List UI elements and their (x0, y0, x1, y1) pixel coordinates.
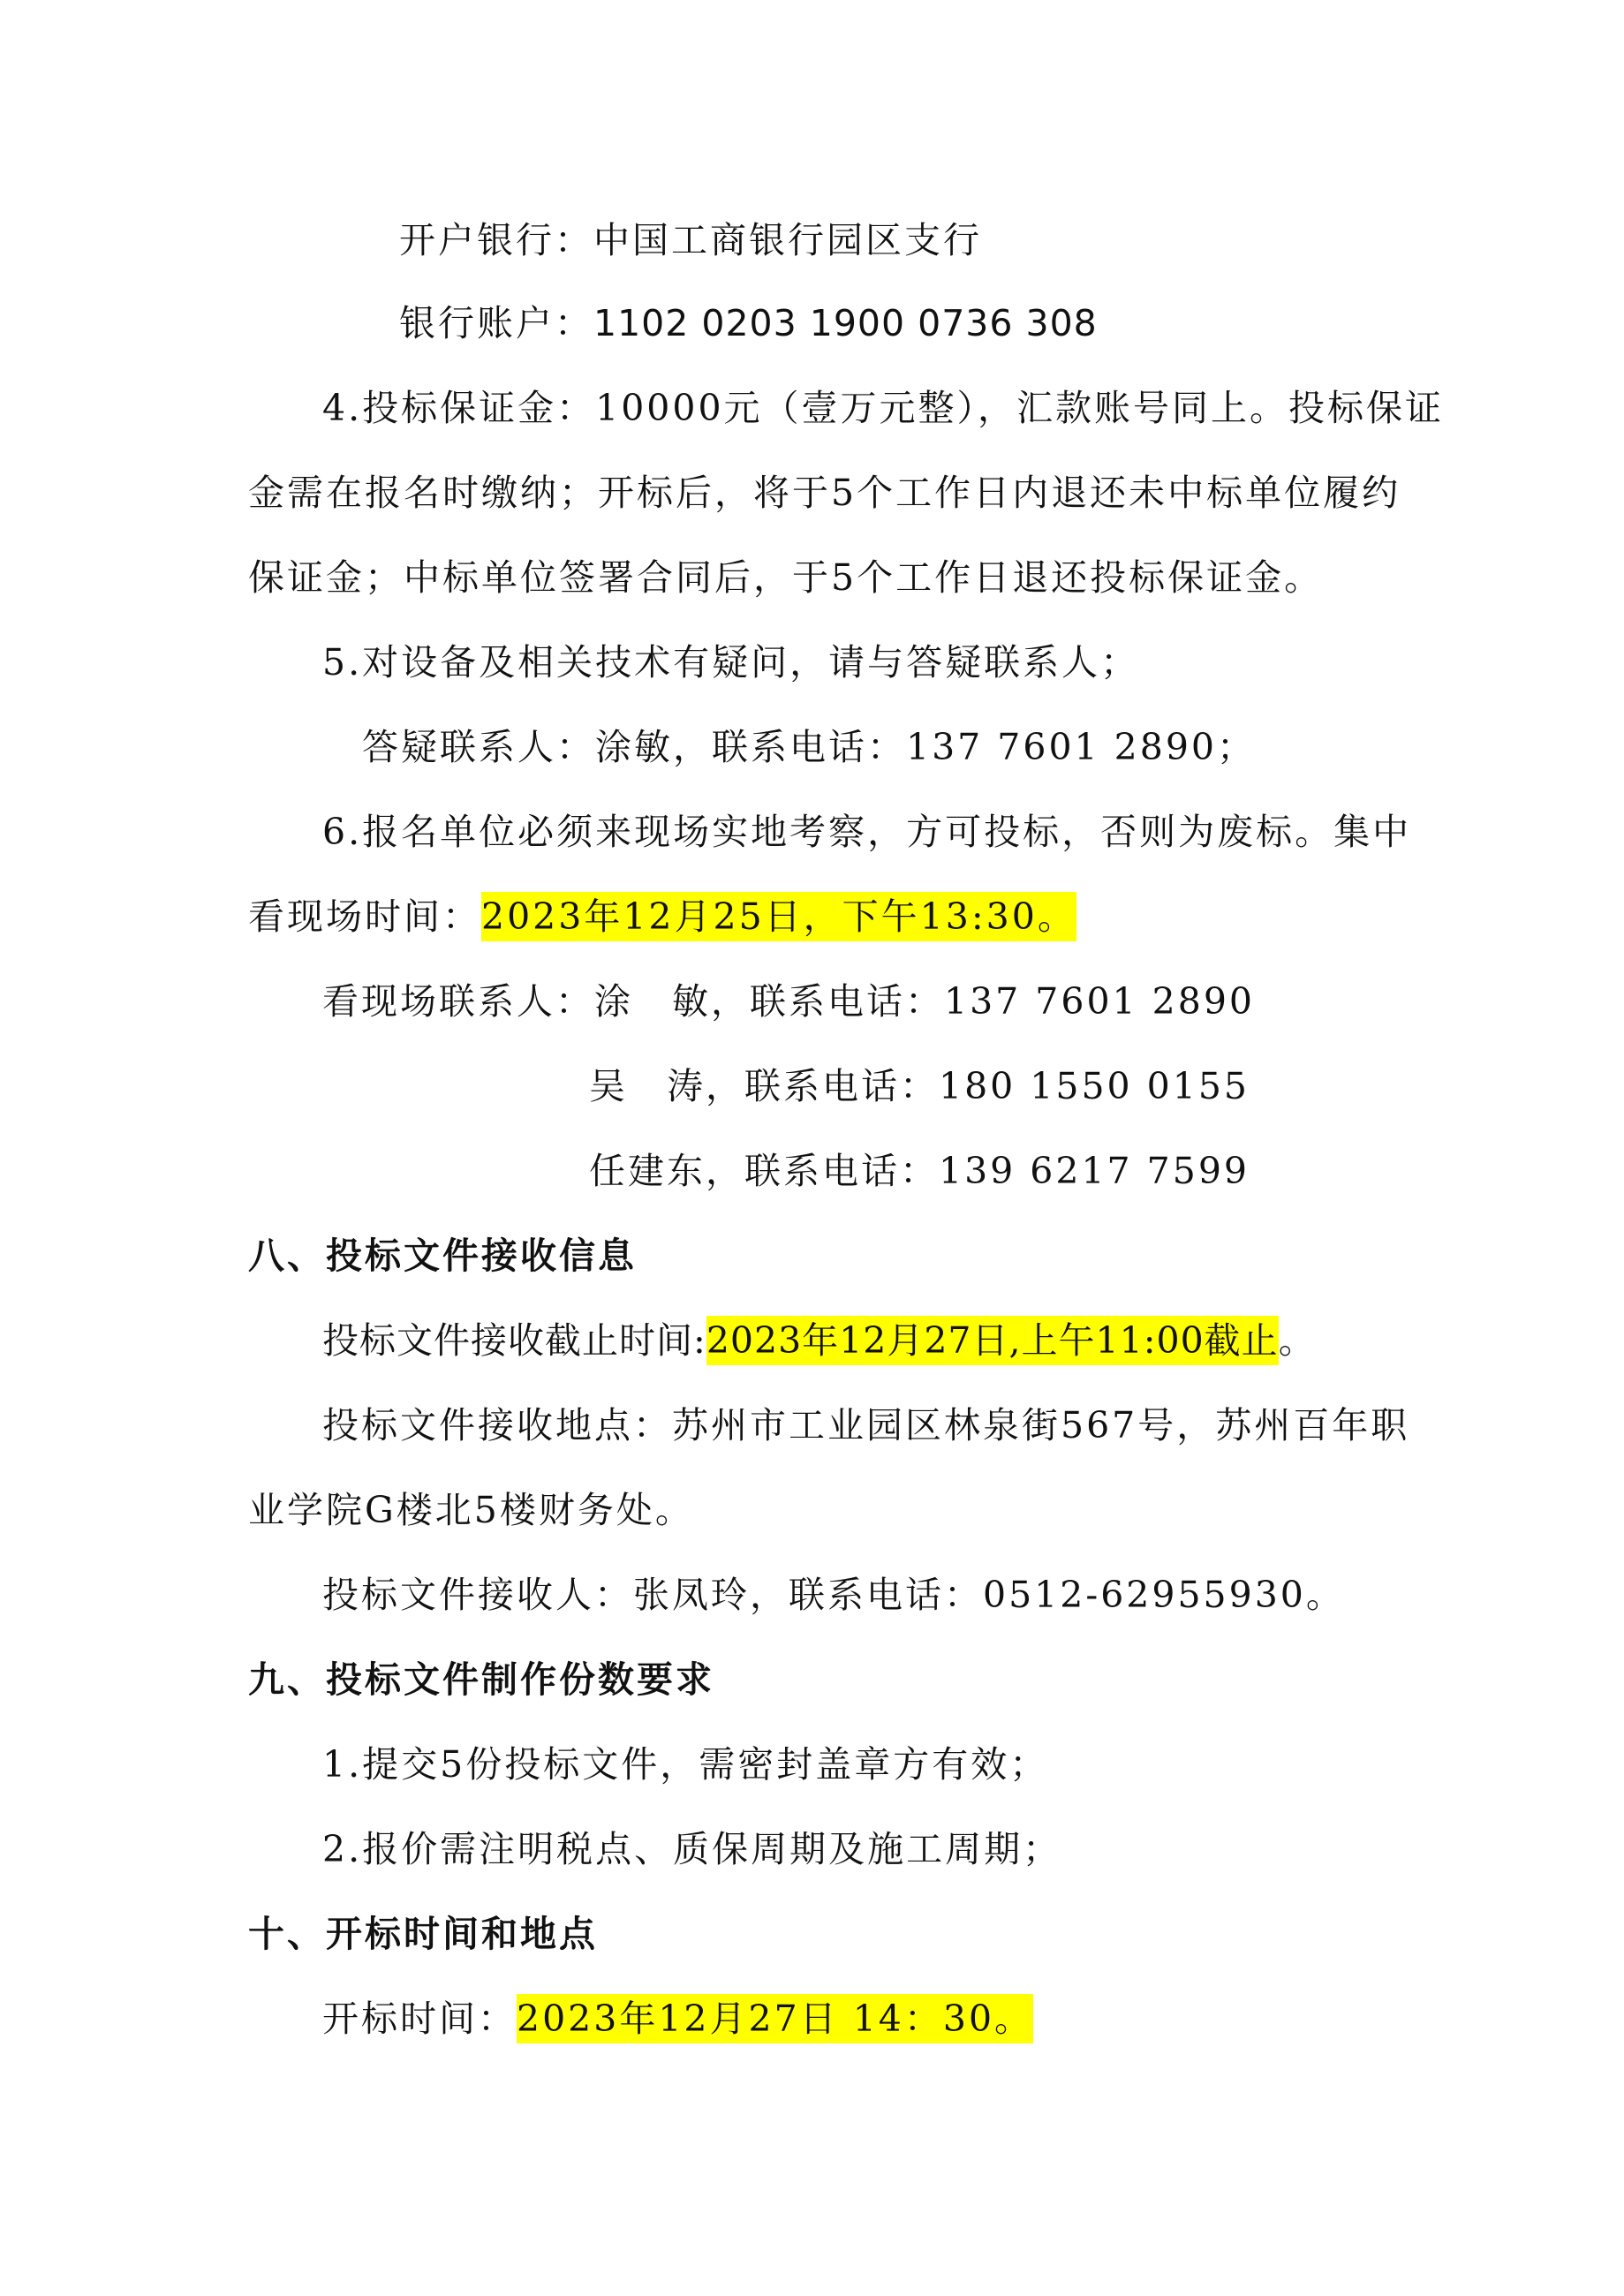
site-contact-text-1: 看现场联系人：涂 敏，联系电话：137 7601 2890 (322, 980, 1256, 1023)
bid-deposit-line-1 (322, 381, 1444, 434)
site-contact-line-1 (322, 975, 1255, 1028)
opening-time-line (322, 1992, 1033, 2045)
section-heading-9-text: 九、投标文件制作份数要求 (248, 1658, 714, 1701)
site-visit-text-1: 6.报名单位必须来现场实地考察，方可投标，否则为废标。集中 (322, 811, 1412, 853)
opening-time-label: 开标时间： (322, 1998, 517, 2040)
bid-deposit-text-1: 4.投标保证金：10000元（壹万元整），汇款账号同上。投标保证 (322, 387, 1445, 429)
bid-deposit-text-2: 金需在报名时缴纳；开标后，将于5个工作日内退还未中标单位履约 (248, 472, 1401, 514)
bid-deposit-line-3 (248, 551, 1323, 604)
copies-line-2 (322, 1823, 1061, 1876)
site-contact-line-3 (589, 1144, 1250, 1197)
bid-location-line-1 (322, 1399, 1409, 1452)
bank-account-number: 1102 0203 1900 0736 308 (593, 302, 1098, 344)
bid-deposit-text-3: 保证金；中标单位签署合同后，于5个工作日退还投标保证金。 (248, 556, 1324, 599)
bid-location-text-1: 投标文件接收地点：苏州市工业园区林泉街567号，苏州百年职 (322, 1404, 1410, 1446)
bid-deadline-highlight: 2023年12月27日,上午11:00截止 (706, 1316, 1279, 1365)
qa-contact-line (362, 721, 1256, 774)
bid-location-text-2: 业学院G楼北5楼财务处。 (248, 1489, 694, 1531)
copies-text-1: 1.提交5份投标文件，需密封盖章方有效； (322, 1743, 1049, 1786)
bank-name-text: 开户银行：中国工商银行园区支行 (399, 219, 982, 261)
copies-text-2: 2.报价需注明税点、质保周期及施工周期； (322, 1828, 1062, 1870)
qa-contact-text: 答疑联系人：涂敏，联系电话：137 7601 2890； (362, 726, 1257, 768)
bid-receiver-line (322, 1568, 1345, 1621)
site-contact-line-2 (589, 1060, 1250, 1113)
section-heading-10 (248, 1907, 598, 1960)
site-visit-time-line (248, 890, 1076, 943)
section-heading-10-text: 十、开标时间和地点 (248, 1913, 598, 1955)
bid-deadline-period: 。 (1278, 1319, 1316, 1362)
qa-text: 5.对设备及相关技术有疑问，请与答疑联系人； (322, 641, 1140, 684)
site-visit-line-1 (322, 805, 1411, 858)
bank-account-line (399, 297, 1098, 350)
bid-receiver-text: 投标文件接收人：张凤玲，联系电话：0512-62955930。 (322, 1574, 1345, 1616)
qa-line (322, 636, 1139, 689)
bid-deadline-label: 投标文件接收截止时间: (322, 1319, 706, 1362)
bid-deadline-line (322, 1314, 1316, 1367)
site-visit-time-highlight: 2023年12月25日，下午13:30。 (481, 892, 1076, 941)
bid-location-line-2 (248, 1484, 694, 1537)
site-contact-text-3: 任建东，联系电话：139 6217 7599 (589, 1150, 1250, 1192)
section-heading-8 (248, 1229, 637, 1282)
section-heading-9 (248, 1653, 714, 1706)
bank-name-line (399, 214, 982, 267)
opening-time-highlight: 2023年12月27日 14：30。 (517, 1994, 1033, 2043)
site-visit-time-label: 看现场时间： (248, 895, 481, 938)
site-contact-text-2: 吴 涛，联系电话：180 1550 0155 (589, 1065, 1250, 1107)
bid-deposit-line-2 (248, 466, 1401, 519)
section-heading-8-text: 八、投标文件接收信息 (248, 1235, 637, 1277)
bank-account-label: 银行账户： (399, 302, 593, 344)
copies-line-1 (322, 1738, 1048, 1791)
